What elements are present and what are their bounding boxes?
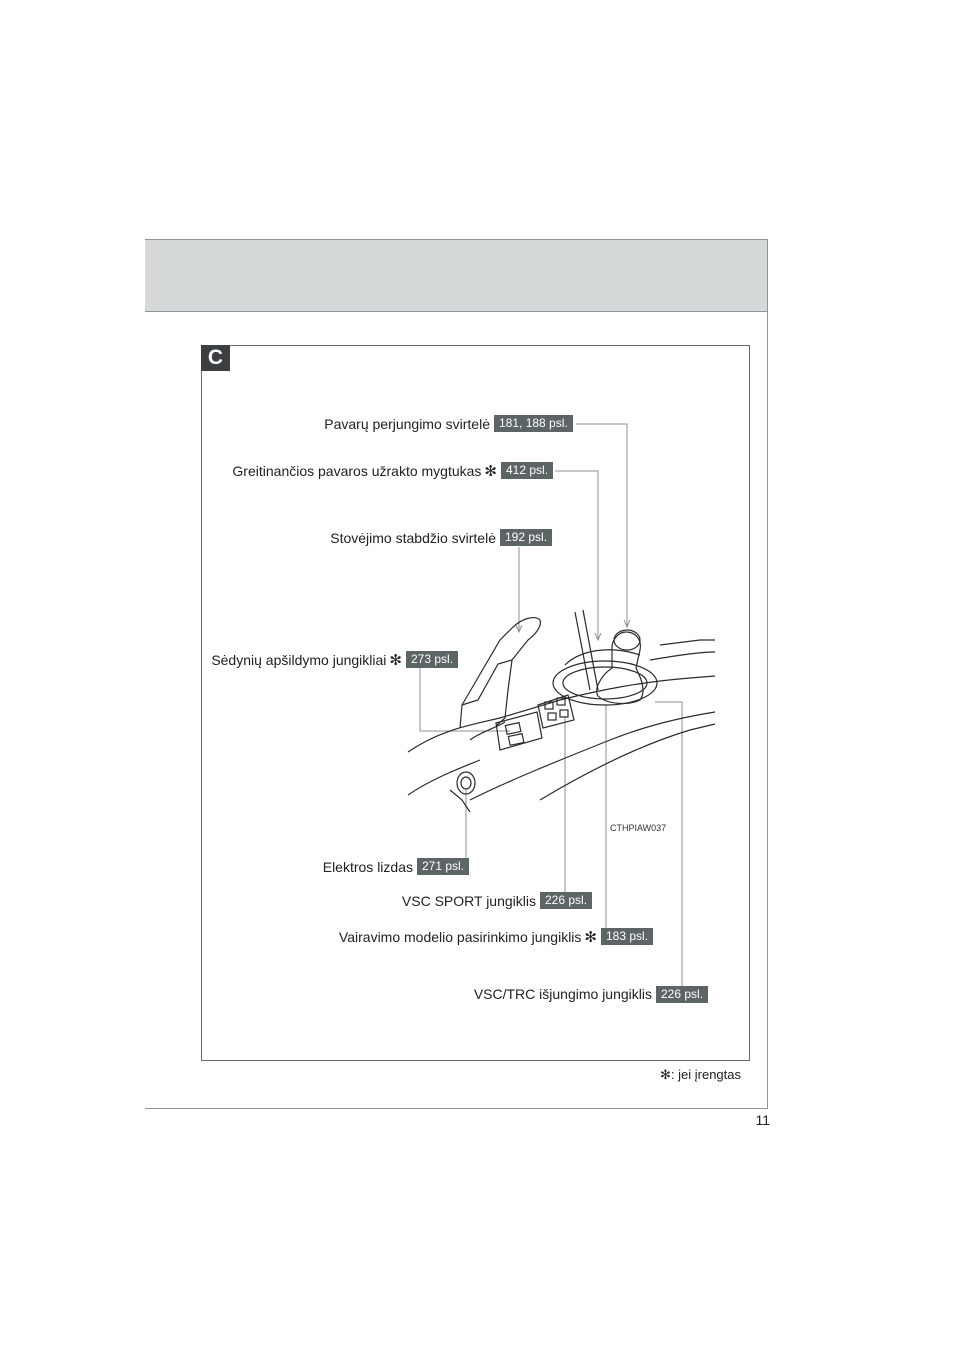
optional-star-icon: ✻: [484, 463, 497, 480]
leader-lock-button: [555, 471, 598, 640]
leader-vsc-trc: [655, 702, 682, 990]
callout-label-vsc-trc: VSC/TRC išjungimo jungiklis: [473, 986, 652, 1002]
callout-label-seat-heaters: Sėdynių apšildymo jungikliai ✻: [211, 652, 402, 669]
footnote-text: : jei įrengtas: [670, 1067, 741, 1082]
callout-label-driving-mode: Vairavimo modelio pasirinkimo jungiklis ✻: [338, 929, 597, 946]
callout-ref-vsc-trc[interactable]: 226 psl.: [656, 986, 708, 1003]
callout-ref-lock-button[interactable]: 412 psl.: [501, 462, 553, 479]
callout-label-power-outlet: Elektros lizdas: [322, 859, 413, 875]
console-drawing: [408, 610, 715, 812]
section-badge: C: [201, 345, 230, 371]
callout-ref-seat-heaters[interactable]: 273 psl.: [406, 651, 458, 668]
callout-ref-parking-brake[interactable]: 192 psl.: [500, 529, 552, 546]
callout-ref-driving-mode[interactable]: 183 psl.: [601, 928, 653, 945]
optional-star-icon: ✻: [584, 929, 597, 946]
footnote-star-icon: ✻: [660, 1067, 671, 1082]
illustration-code: CTHPIAW037: [610, 823, 667, 833]
callout-ref-power-outlet[interactable]: 271 psl.: [417, 858, 469, 875]
callout-label-shift-lever: Pavarų perjungimo svirtelė: [324, 416, 490, 432]
footnote: [660, 1067, 741, 1083]
page-number: 11: [755, 1112, 770, 1128]
leader-shift-lever: [576, 424, 627, 626]
callout-label-parking-brake: Stovėjimo stabdžio svirtelė: [330, 530, 496, 546]
callout-label-lock-button: Greitinančios pavaros užrakto mygtukas ✻: [232, 463, 497, 480]
callout-ref-vsc-sport[interactable]: 226 psl.: [540, 892, 592, 909]
optional-star-icon: ✻: [389, 652, 402, 669]
callout-label-vsc-sport: VSC SPORT jungiklis: [401, 893, 536, 909]
callout-ref-shift-lever[interactable]: 181, 188 psl.: [494, 415, 573, 432]
